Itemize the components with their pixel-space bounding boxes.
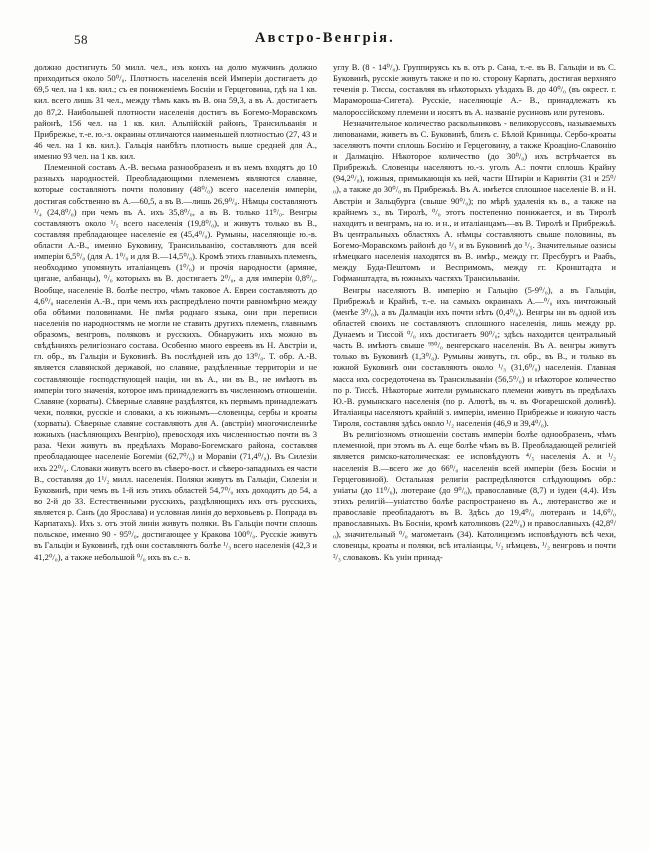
left-column [34, 62, 317, 842]
paragraph: углу В. (8 - 14⁰/₀). Группируясь къ в. отъ р. Сана, т.-е. въ В. Гальціи и въ С. Буковинѣ, русскіе живутъ также и по ю. сторону Карпатъ, достигая верхняго теченія р. Тиссы, составляя въ нѣкоторыхъ уѣздахъ В. до 40⁰/₀ (въ окрест. г. Марамороша-Сигета). Русскіе, населяющіе А.- В., принадлежатъ къ малороссійскому племени и носятъ въ А. названіе русиновъ или рутеновъ. [333, 62, 616, 117]
paragraph: должно достигнуть 50 милл. чел., изъ конхъ на долю мужчинъ должно приходиться около 50⁰/₀. Плотность населенія всей Имперіи достигаетъ до 69,5 чел. на 1 кв. кил.; съ ея пониженіемъ Босніи и Герцеговина, гдѣ на 1 кв. кил. всего лишь 31 чел., между тѣмъ какъ въ В. она 59,3, а въ А. достигаетъ до 87,2. Наибольшей плотности населенія достигъ въ Богемо-Моравскомъ районѣ, 156 чел. на 1 кв. кил. Альпійскій районъ, Трансильванія и Прибрежье, т.-е. ю.-з. окраины отличаются наименьшей плотностью (27, 43 и 46 чел. на 1 кв. кил.). Гальція наибѣтъ плотность выше средней для А., именно 93 чел. на 1 кв. кил. [34, 62, 317, 161]
paragraph: Венгры населяютъ В. имперію и Гальцію (5-9⁰/₀), а въ Гальціи, Прибрежьѣ и Крайнѣ, т.-е. на самыхъ окраинахъ А.—⁰/₀ ихъ ничтожный (менѣе 3⁰/₀), а въ Далмаціи ихъ почти нѣтъ (0,4⁰/₀). Венгры ни въ одной изъ областей своихъ не составляютъ сплошного населенія, лишь между рр. Дунаемъ и Тиссой ⁰/₀ ихъ достигаетъ 90⁰/₀; здѣсь находится центральный часть В. имѣютъ свыше ⁹⁵⁰/₀ венгерскаго населенія. Въ А. венгры живутъ только въ Буковинѣ (1,3⁰/₀). Румыны живутъ, гл. обр., въ В., и только въ южной Буковинѣ они составляютъ около ¹/₃ (31,6⁰/₀) населенія. Главная масса ихъ сосредоточена въ Трансильваніи (56,5⁰/₀) и нѣкоторое количество по р. Тиссѣ. Нѣкоторые жители румынскаго племени живутъ въ предѣлахъ Ю.-В. румынскаго населенія (по р. Алютѣ, въ ч. въ Фогарешской долинѣ). Италіанцы населяютъ крайній з. имперіи, именно Прибрежье и южную часть Тироля, составляя здѣсь около ¹/₂ населенія (46,9 и 39,4⁰/₀). [333, 284, 616, 428]
paragraph: Незначительное количество раскольниковъ - великоруссовъ, называемыхъ липованами, живетъ въ С. Буковинѣ, близъ с. Бѣлой Криницы. Сербо-кроаты заселяютъ почти сплошь Боснію и Герцеговину, а также Кроаціио-Славонію и Далмацію. Нѣкоторое количество (до 30⁰/₀) ихъ встрѣчается въ Прибрежьѣ. Словенцы населяютъ ю.-з. уголъ А.: почти сплошь Крайну (94,2⁰/₀), южныя, примыкающія къ ней, части Штиріи и Каринтіи (31 и 25⁰/₀), а также до 30⁰/₀ въ Прибрежьѣ. Въ А. имѣется сплошное населеніе В. и Н. Австріи и Зальцбурга (свыше 90⁰/₀); по мѣрѣ удаленія къ в., а также на крайнемъ з., въ Тиролѣ, ⁰/₀ этотъ постепенно понижается, и въ Тиролѣ находитъ и венграмъ, на ю. и н., и италіанцамъ—въ В. Тиролѣ и Прибрежьѣ. Въ центральныхъ областяхъ А. нѣмцы составляютъ свыше половины, въ Богемо-Моравскомъ районѣ до ¹/₃ и въ Буковинѣ до ¹/₅. Значительные оазисы нѣмецкаго населенія находятся въ В. имѣр., между гг. Пресбургъ и Раабъ, между Буда-Пештомъ и Веспримомъ, между гг. Кронштадта и Гофманштадта, въ южныхъ частяхъ Трансильваніи. [333, 117, 616, 284]
right-column [333, 62, 616, 842]
paragraph: Племенной составъ А.-В. весьма разнообразенъ и въ немъ входятъ до 10 разныхъ народностей. Преобладающими племенемъ являются славяне, которые составляютъ почти половину (48⁰/₀) всего населенія имперіи, достигая собственно въ А.—60,5, а въ В.—лишь 26,9⁰/₀. Нѣмцы составляютъ ¹/₄ (24,8⁰/₀) при чемъ въ А. ихъ 35,8⁰/₀, а въ В. только 11⁰/₀. Венгры составляютъ около ¹/₅ всего населенія (19,8⁰/₀), и живутъ только въ В., составляя пребладающее населеніе ея (45,4⁰/₀). Румыны, населяющіе ю.-в. области А.-В., именно Буковину, Трансильванію, составляютъ для всей имперіи 6,5⁰/₀ (для А. 1⁰/₀ и для В.—14,5⁰/₀). Кромѣ этихъ главныхъ племенъ, необходимо упомянуть италіанцевъ (1⁰/₀) и прочія народности (армяне, цигане, албанцы), ⁰/₀ которыхъ въ В. достигаетъ 2⁰/₀, а для имперіи 0,8⁰/₀. Вообще, населеніе В. болѣе пестро, чѣмъ таковое А. Евреи составляютъ до 4,6⁰/₀ населенія А.-В., при чемъ ихъ распредѣлено почти равномѣрно между оба обѣими половинами. Не пмѣя роднаго языка, они при переписи населенія по народностямъ не могли не ставить другихъ племенъ, главнымъ образомъ, венгровъ, поляковъ и русскихъ. Обнаружить ихъ можно въ свѣдѣнияхъ религіознаго состава. Особенно много евреевъ въ Н. Австріи и, гл. обр., въ Гальціи и Буковинѣ. Въ послѣдней изъ до 13⁰/₀. Т. обр. А.-В. является славянской державой, но славяне, раздѣленные территоріи и не составляющіе господствующей націи, ни въ А., ни въ В., не имѣютъ въ имперіи того значенія, которое имъ принадлежитъ въ численномъ отношеніи. Славяне (хорваты). Сѣверные славяне раздѣлятся, къ первымъ принадлежатъ чехи, поляки, русскіе и словаки, а къ южнымъ—словенцы, сербы и кроаты (хорваты). Сѣверные славяне составляютъ для А. (австріи) многочисленнѣе южныхъ (насѣляющихъ Венгрію), превосходя ихъ численностью почти въ 3 раза. Чехи живутъ въ предѣлахъ Мораво-Богемскаго района, составляя преобладающее населеніе Богеміи (62,7⁰/₀) и Моравіи (71,4⁰/₀). Въ Силезіи ихъ 22⁰/₀. Словаки живутъ всего въ сѣверо-вост. и сѣверо-западныхъ ея части В., составляя до 1¹/₂ милл. населенія. Поляки живутъ въ Гальціи, Силезіи и Буковинѣ, при чемъ въ 1-й изъ этихъ областей 54,7⁰/₀ ихъ доходитъ до 54, а во 2-й до 33. Естественными русскихъ, раздѣляющихъ ихъ отъ русскихъ, является р. Санъ (до Ярослава) и условная линія до верховьевъ р. Попрада въ Карпатахъ). Ихъ з. отъ этой линіи живутъ поляки. Въ Гальціи почти сплошь польское, именно 90 - 95⁰/₀, достигающее у Кракова 100⁰/₀. Русскіе живутъ въ Гальціи и Буковинѣ, гдѣ они составляютъ болѣе ¹/₃ всего населенія (42,3 и 41,2⁰/₀), а также небольшой ⁰/₀ ихъ въ с.- в. [34, 162, 317, 562]
page-number: 58 [74, 32, 88, 47]
running-title: Австро-Венгрія. [255, 30, 395, 46]
column-gutter [318, 62, 332, 842]
page-header [34, 30, 616, 56]
paragraph: Въ религіозномъ отношеніи составъ имперіи болѣе однообразенъ, чѣмъ племенной, при этомъ въ А. еще болѣе чѣмъ въ В. Преобладающей религіей является римско-католическая: ее исповѣдуютъ ⁴/₅ населенія А. и ¹/₂ населенія В.—всего же до 66⁰/₀ населенія всей имперіи (безъ Босніи и Герцеговиной). Остальная религіи распредѣляются слѣдующимъ обр.: уніаты (до 11⁰/₀), лютеране (до 9⁰/₀), православные (8,7) и іудеи (4,4). Изъ этихъ религій—уніатство болѣе распространено въ А., лютеранство же и православіе преобладаютъ въ В. Здѣсь до 19,4⁰/₀ лютеранъ и 14,6⁰/₀ православныхъ. Въ Босніи, кромѣ католиковъ (22⁰/₀) и православныхъ (42,8⁰/₀), значительный ⁰/₀ магометанъ (34). Католицизмъ исповѣдуютъ всѣ чехи, словенцы, кроаты и поляки, всѣ италіанцы, ¹/₂ нѣмцевъ, ¹/₂ венгровъ и почти ²/₃ словаковъ. Къ уніи принад- [333, 429, 616, 562]
two-column-body [34, 62, 616, 842]
